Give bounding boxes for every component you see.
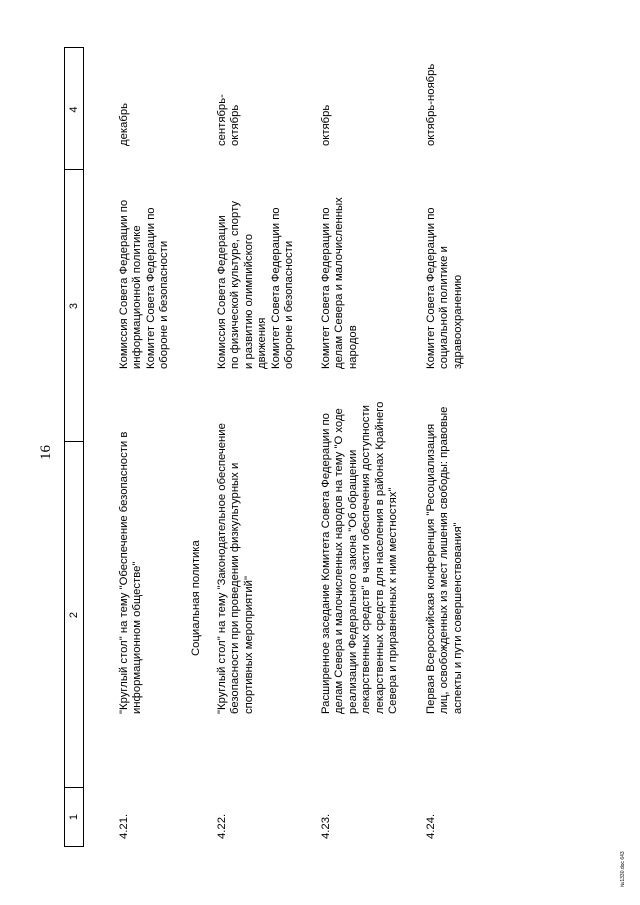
event-line: "Круглый стол" на тему "Обеспечение безопасности в	[118, 431, 130, 714]
date-cell	[425, 56, 438, 146]
event-cell	[320, 384, 400, 714]
event-line: аспекты и пути совершенствования"	[451, 522, 464, 714]
event-line: Севера и приравненных к ним местностях"	[387, 487, 400, 714]
date-line: октябрь	[229, 104, 242, 146]
header-col-1: 1	[68, 813, 80, 821]
responsible-line: Комиссия Совета Федерации	[216, 215, 228, 369]
responsible-cell	[118, 169, 172, 369]
event-cell	[118, 384, 145, 714]
responsible-cell	[320, 169, 360, 369]
responsible-line: Комитет Совета Федерации по	[320, 207, 332, 369]
date-line: октябрь-ноябрь	[425, 63, 437, 146]
header-col-3: 3	[68, 302, 80, 310]
header-col-2: 2	[68, 611, 80, 619]
responsible-line: Комиссия Совета Федерации по	[118, 199, 130, 369]
date-cell	[320, 56, 333, 146]
responsible-line: Комитет Совета Федерации по	[425, 207, 437, 369]
event-line: информационном обществе"	[131, 561, 144, 714]
row-number: 4.23.	[320, 813, 332, 839]
row-number: 4.22.	[216, 813, 228, 839]
responsible-line: делам Севера и малочисленных	[333, 197, 346, 369]
responsible-cell	[216, 169, 296, 369]
row-number: 4.24.	[425, 813, 437, 839]
row-number: 4.21.	[118, 813, 130, 839]
event-line: безопасности при проведении физкультурных и	[229, 462, 242, 714]
responsible-cell	[425, 169, 465, 369]
event-line: делам Севера и малочисленных народов на тему "О ходе	[333, 408, 346, 714]
responsible-line: Комитет Совета Федерации по	[144, 207, 157, 369]
section-heading: Социальная политика	[190, 540, 202, 656]
date-line: декабрь	[118, 103, 130, 146]
table-header	[64, 47, 84, 847]
event-line: спортивных мероприятий"	[242, 576, 255, 714]
event-line: Расширенное заседание Комитета Совета Федерации по	[320, 413, 332, 714]
responsible-line: здравоохранению	[451, 274, 464, 369]
responsible-line: по физической культуре, спорту	[229, 200, 242, 369]
responsible-line: обороне и безопасности	[283, 240, 296, 369]
date-line: сентябрь-	[216, 94, 228, 146]
date-cell	[118, 56, 131, 146]
event-line: "Круглый стол" на тему "Законодательное обеспечение	[216, 423, 228, 714]
page-number: 16	[38, 445, 54, 460]
event-line: лекарственных средств для населения в районах Крайнего	[373, 401, 386, 714]
date-cell	[216, 56, 243, 146]
event-cell	[216, 384, 256, 714]
event-line: лиц, освобожденных из мест лишения свободы: правовые	[438, 406, 451, 714]
date-line: октябрь	[320, 104, 332, 146]
responsible-line: и развитию олимпийского	[242, 233, 255, 369]
responsible-line: Комитет Совета Федерации по	[269, 207, 282, 369]
responsible-line: социальной политике и	[438, 246, 451, 369]
responsible-line: обороне и безопасности	[158, 240, 171, 369]
event-line: Первая Всероссийская конференция "Ресоциализация	[425, 423, 437, 714]
responsible-line: народов	[346, 325, 359, 369]
event-cell	[425, 384, 465, 714]
responsible-line: движения	[256, 317, 269, 369]
event-line: лекарственных средств" в части обеспечения доступности	[360, 405, 373, 714]
responsible-line: информационной политике	[131, 225, 144, 369]
footer-code: №1330.doc 643	[620, 851, 626, 887]
event-line: реализации Федерального закона "Об обращении	[346, 449, 359, 714]
header-col-4: 4	[68, 106, 80, 113]
